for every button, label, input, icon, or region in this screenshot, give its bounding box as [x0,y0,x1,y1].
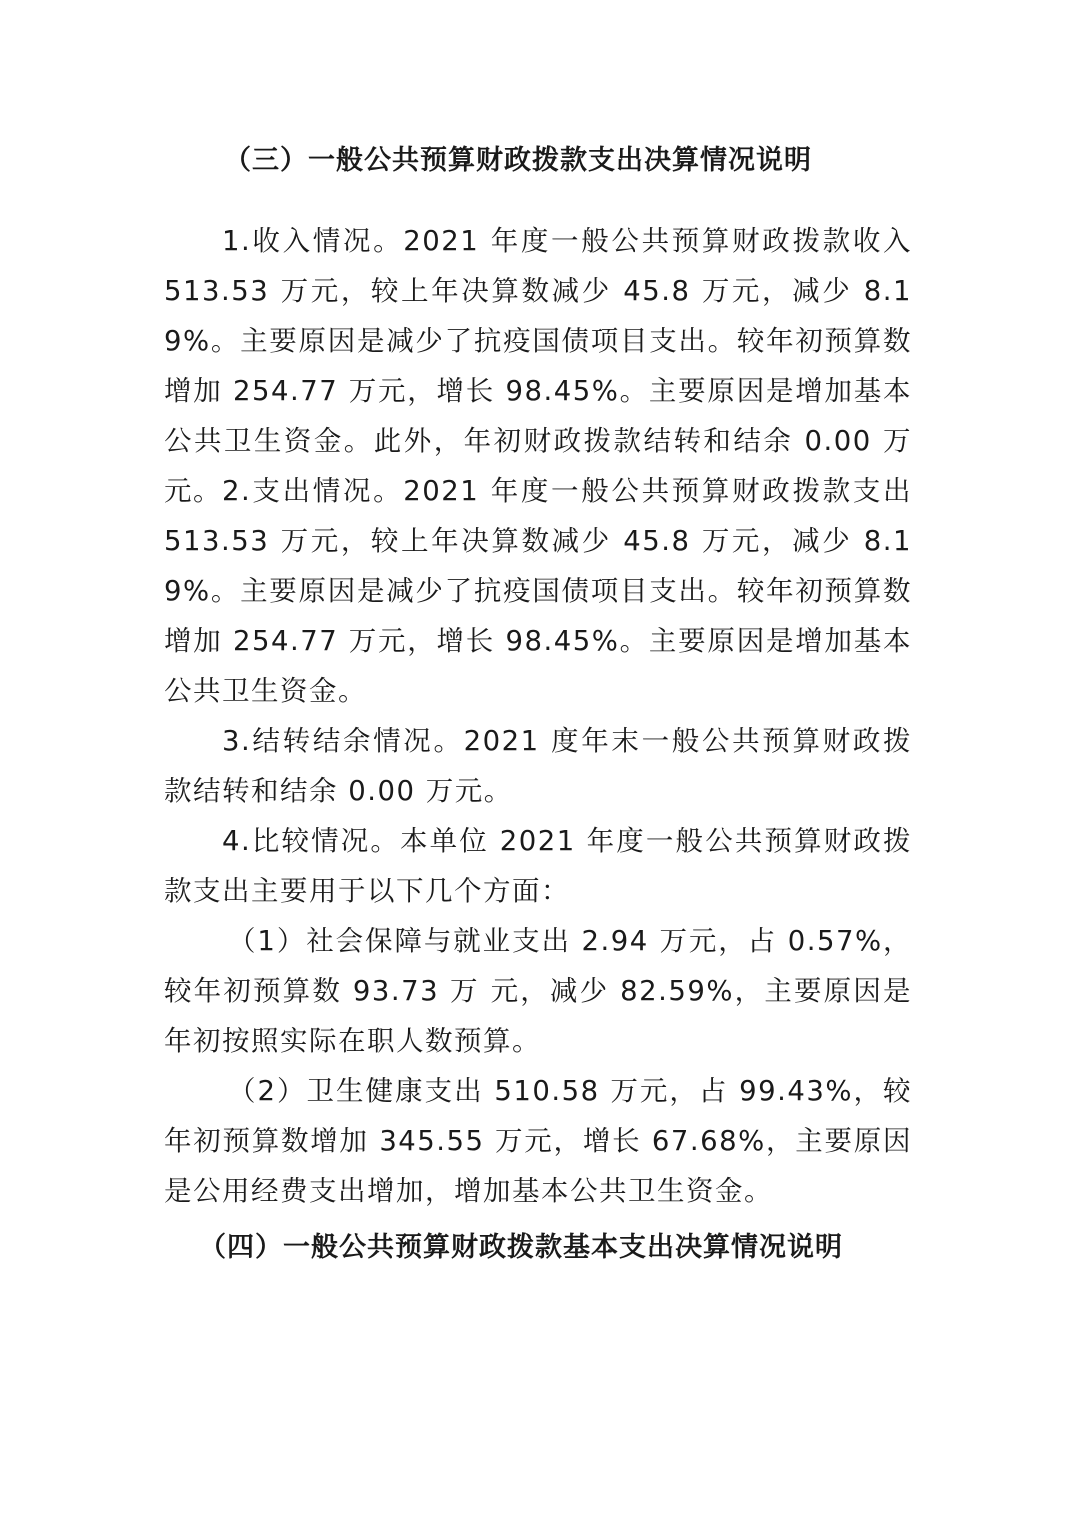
comparison-paragraph: 4.比较情况。本单位 2021 年度一般公共预算财政拨款支出主要用于以下几个方面： [164,825,912,907]
social-security-paragraph: （1）社会保障与就业支出 2.94 万元，占 0.57%，较年初预算数 93.73 万 元，减少 82.59%，主要原因是年初按照实际在职人数预算。 [164,925,912,1057]
health-paragraph: （2）卫生健康支出 510.58 万元，占 99.43%，较年初预算数增加 345.55 万元，增长 67.68%，主要原因是公用经费支出增加，增加基本公共卫生资金。 [164,1075,912,1207]
carryover-paragraph: 3.结转结余情况。2021 度年末一般公共预算财政拨款结转和结余 0.00 万元。 [164,725,912,807]
section-4-heading: （四）一般公共预算财政拨款基本支出决算情况说明 [199,1232,843,1263]
section-3-heading: （三）一般公共预算财政拨款支出决算情况说明 [224,145,812,176]
income-paragraph: 1.收入情况。2021 年度一般公共预算财政拨款收入 513.53 万元，较上年决算数减少 45.8 万元，减少 8.19%。主要原因是减少了抗疫国债项目支出。较年初预算数增加 254.77 万元，增长 98.45%。主要原因是增加基本公共卫生资金。此外，年初财政拨款结转和结余 0.00 万元。 [164,225,912,507]
expenditure-paragraph: 2.支出情况。2021 年度一般公共预算财政拨款支出 513.53 万元，较上年决算数减少 45.8 万元，减少 8.19%。主要原因是减少了抗疫国债项目支出。较年初预算数增加 254.77 万元，增长 98.45%。主要原因是增加基本公共卫生资金。 [164,475,912,707]
